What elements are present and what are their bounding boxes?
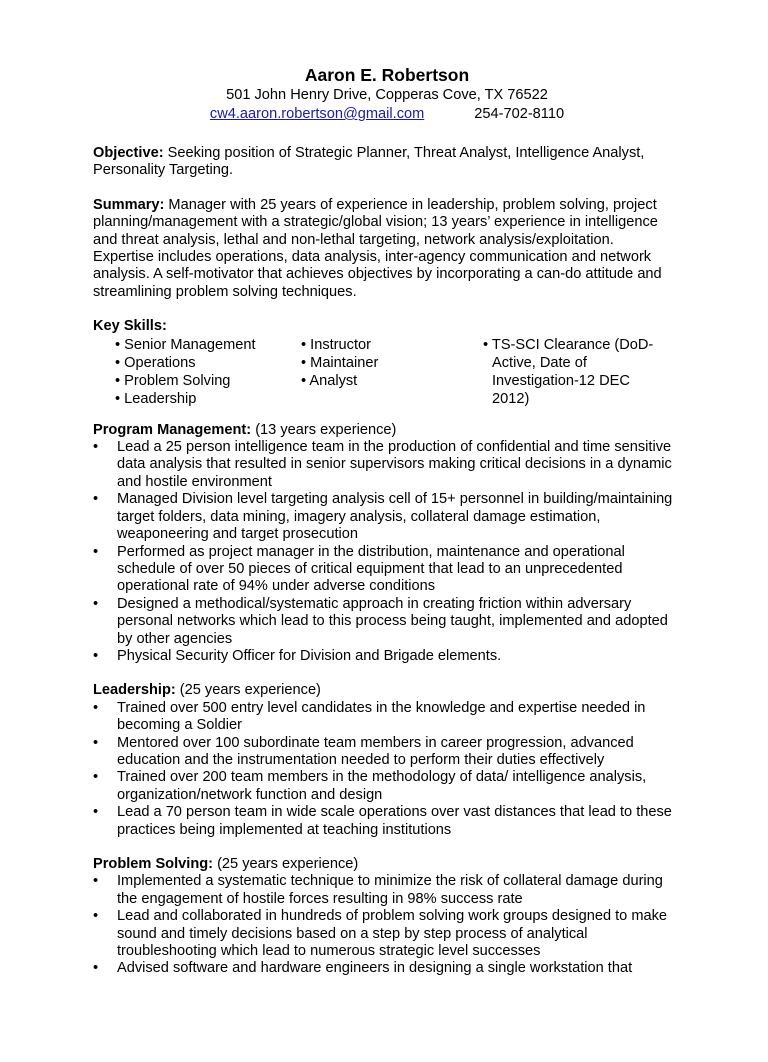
problem-solving-list bbox=[93, 873, 673, 977]
list-item bbox=[93, 873, 673, 908]
skills-column-3 bbox=[483, 336, 673, 408]
bullet-icon: • bbox=[93, 908, 99, 925]
leadership-note: (25 years experience) bbox=[175, 682, 321, 699]
list-item bbox=[93, 735, 673, 770]
summary-section bbox=[93, 197, 673, 301]
bullet-icon: • bbox=[93, 960, 99, 977]
objective-section bbox=[93, 145, 673, 180]
summary-text: Manager with 25 years of experience in leadership, problem solving, project planning/management with a strategic/global vision; 13 years’ experience in intelligence and threat analysis, lethal and non-lethal targeting, network analysis/exploitation. Expertise includes operations, data analysis, inter-agency communication and network analysis. A self-motivator that achieves objectives by incorporating a can-do attitude and streamlining problem solving techniques. bbox=[93, 196, 662, 300]
clearance-line: 2012) bbox=[492, 390, 530, 407]
skill-item: • Senior Management bbox=[115, 336, 256, 353]
list-item bbox=[93, 769, 673, 804]
program-management-label: Program Management: bbox=[93, 421, 252, 438]
candidate-address: 501 John Henry Drive, Copperas Cove, TX 76522 bbox=[226, 87, 548, 103]
resume-body bbox=[93, 145, 673, 995]
skills-column-1 bbox=[115, 336, 295, 408]
clearance-line: Investigation-12 DEC bbox=[492, 372, 630, 389]
bullet-icon: • bbox=[93, 873, 99, 890]
leadership-label: Leadership: bbox=[93, 682, 176, 699]
list-item bbox=[93, 491, 673, 543]
list-item bbox=[93, 544, 673, 596]
problem-solving-heading bbox=[93, 856, 673, 873]
bullet-icon: • bbox=[93, 804, 99, 821]
bullet-icon: • bbox=[93, 647, 99, 664]
contact-line bbox=[0, 105, 768, 124]
list-item-text: Physical Security Officer for Division and Brigade elements. bbox=[117, 647, 502, 664]
list-item-text: Advised software and hardware engineers in designing a single workstation that bbox=[117, 960, 633, 977]
leadership-heading bbox=[93, 682, 673, 699]
skills-column-2 bbox=[301, 336, 481, 390]
program-management-note: (13 years experience) bbox=[251, 421, 397, 438]
skill-item: • Leadership bbox=[115, 390, 197, 407]
list-item bbox=[93, 908, 673, 960]
list-item bbox=[93, 804, 673, 839]
objective-label: Objective: bbox=[93, 145, 164, 161]
list-item-text: Mentored over 100 subordinate team members in career progression, advanced education and the instrumentation needed to perform their duties effectively bbox=[117, 734, 634, 768]
summary-label: Summary: bbox=[93, 196, 165, 213]
phone-number: 254-702-8110 bbox=[474, 106, 565, 122]
list-item-text: Trained over 500 entry level candidates in the knowledge and expertise needed in becoming a Soldier bbox=[117, 699, 646, 734]
list-item-text: Trained over 200 team members in the methodology of data/ intelligence analysis, organization/network function and design bbox=[117, 769, 647, 803]
skill-item: • Analyst bbox=[301, 372, 358, 389]
candidate-name: Aaron E. Robertson bbox=[304, 65, 470, 85]
key-skills-grid bbox=[93, 336, 673, 408]
skill-item: • Problem Solving bbox=[115, 372, 231, 389]
skill-item: • Operations bbox=[115, 354, 196, 371]
program-management-heading bbox=[93, 422, 673, 439]
bullet-icon: • bbox=[93, 734, 99, 751]
bullet-icon: • bbox=[93, 595, 99, 612]
bullet-icon: • bbox=[93, 543, 99, 560]
bullet-icon: • bbox=[93, 769, 99, 786]
list-item bbox=[93, 960, 673, 977]
key-skills-label: Key Skills: bbox=[93, 318, 167, 335]
list-item-text: Designed a methodical/systematic approach in creating friction within adversary personal networks which lead to this process being taught, implemented and adopted by other agencies bbox=[117, 595, 668, 647]
list-item-text: Lead a 25 person intelligence team in the production of confidential and time sensitive data analysis that resulted in senior supervisors making critical decisions in a dynamic and hostile environment bbox=[117, 439, 672, 490]
resume-header bbox=[0, 64, 768, 124]
program-management-list bbox=[93, 439, 673, 665]
leadership-list bbox=[93, 700, 673, 839]
list-item-text: Lead and collaborated in hundreds of problem solving work groups designed to make sound and timely decisions based on a step by step process of analytical troubleshooting which lead to numerous strategic level successes bbox=[117, 908, 668, 960]
email-link[interactable]: cw4.aaron.robertson@gmail.com bbox=[209, 106, 425, 122]
skill-item: • Maintainer bbox=[301, 354, 379, 371]
bullet-icon: • bbox=[93, 491, 99, 508]
list-item bbox=[93, 700, 673, 735]
list-item bbox=[93, 648, 673, 665]
list-item-text: Lead a 70 person team in wide scale operations over vast distances that lead to these practices being implemented at teaching institutions bbox=[117, 804, 672, 838]
skill-item: • Instructor bbox=[301, 336, 371, 353]
list-item-text: Implemented a systematic technique to minimize the risk of collateral damage during the engagement of hostile forces resulting in 98% success rate bbox=[117, 873, 663, 907]
list-item-text: Performed as project manager in the distribution, maintenance and operational schedule of over 50 pieces of critical equipment that lead to an unprecedented operational rate of 94% under adverse conditions bbox=[117, 543, 625, 595]
objective-text: Seeking position of Strategic Planner, Threat Analyst, Intelligence Analyst, Personality Targeting. bbox=[93, 145, 645, 179]
problem-solving-label: Problem Solving: bbox=[93, 856, 214, 872]
clearance-line: • TS-SCI Clearance (DoD- bbox=[483, 336, 654, 353]
problem-solving-note: (25 years experience) bbox=[213, 856, 359, 872]
list-item bbox=[93, 596, 673, 648]
list-item bbox=[93, 439, 673, 491]
list-item-text: Managed Division level targeting analysis cell of 15+ personnel in building/maintaining target folders, data mining, imagery analysis, collateral damage estimation, weaponeering and target prosecution bbox=[117, 491, 673, 543]
bullet-icon: • bbox=[93, 699, 99, 716]
bullet-icon: • bbox=[93, 439, 99, 456]
clearance-line: Active, Date of bbox=[492, 354, 587, 371]
